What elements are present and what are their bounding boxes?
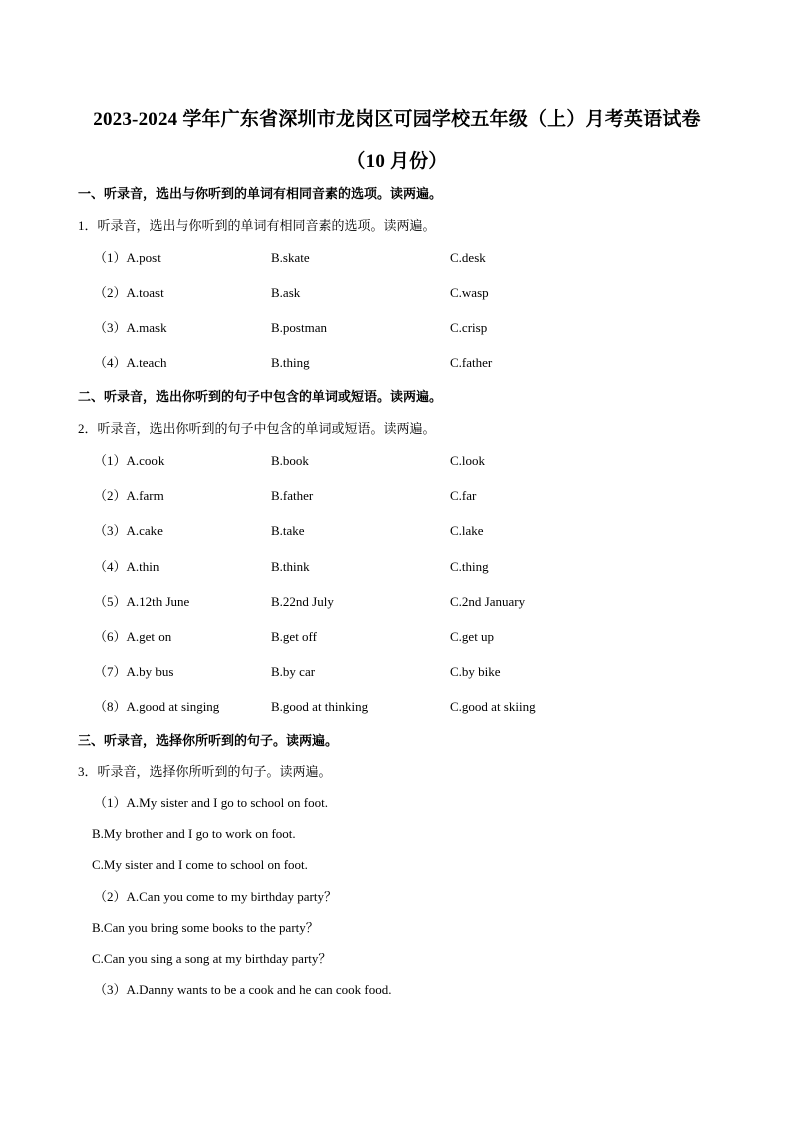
option-b: B.good at thinking (271, 699, 369, 714)
option-b: B.postman (271, 320, 327, 335)
option-b: B.father (271, 488, 314, 503)
option-b: B.get off (271, 629, 317, 644)
option-b: B.ask (271, 285, 301, 300)
question-3: 3．听录音，选择你所听到的句子。读两遍。 (78, 764, 332, 779)
option-c: C.by bike (450, 664, 501, 679)
sentence-option: （3）A.Danny wants to be a cook and he can cook food. (94, 982, 392, 997)
option-a: （5）A.12th June (94, 594, 190, 609)
option-a: （1）A.cook (94, 453, 165, 468)
question-1: 1．听录音，选出与你听到的单词有相同音素的选项。读两遍。 (78, 218, 436, 233)
option-c: C.thing (450, 559, 489, 574)
option-c: C.lake (450, 523, 484, 538)
option-c: C.get up (450, 629, 495, 644)
option-b: B.book (271, 453, 309, 468)
option-b: B.22nd July (271, 594, 334, 609)
option-a: （2）A.farm (94, 488, 164, 503)
option-c: C.2nd January (450, 594, 526, 609)
option-c: C.crisp (450, 320, 488, 335)
sentence-option: B.My brother and I go to work on foot. (92, 826, 296, 841)
option-a: （4）A.teach (94, 355, 167, 370)
page-title-line-2: （10 月份） (346, 151, 448, 172)
sentence-option: C.My sister and I come to school on foot. (92, 857, 308, 872)
option-a: （6）A.get on (94, 629, 172, 644)
option-a: （7）A.by bus (94, 664, 174, 679)
section-1-heading: 一、听录音，选出与你听到的单词有相同音素的选项。读两遍。 (78, 186, 443, 201)
option-a: （2）A.toast (94, 285, 164, 300)
option-b: B.skate (271, 250, 310, 265)
option-c: C.far (450, 488, 477, 503)
question-2: 2．听录音，选出你听到的句子中包含的单词或短语。读两遍。 (78, 421, 436, 436)
sentence-option: （2）A.Can you come to my birthday party？ (94, 889, 337, 904)
option-c: C.good at skiing (450, 699, 536, 714)
sentence-option: C.Can you sing a song at my birthday party？ (92, 951, 332, 966)
option-a: （3）A.mask (94, 320, 167, 335)
option-c: C.desk (450, 250, 486, 265)
option-b: B.take (271, 523, 305, 538)
sentence-option: B.Can you bring some books to the party？ (92, 920, 319, 935)
option-c: C.wasp (450, 285, 489, 300)
option-a: （8）A.good at singing (94, 699, 220, 714)
option-a: （3）A.cake (94, 523, 163, 538)
option-a: （4）A.thin (94, 559, 160, 574)
option-c: C.father (450, 355, 493, 370)
page-title-line-1: 2023-2024 学年广东省深圳市龙岗区可园学校五年级（上）月考英语试卷 (93, 109, 701, 130)
option-b: B.think (271, 559, 310, 574)
option-b: B.thing (271, 355, 310, 370)
section-3-heading: 三、听录音，选择你所听到的句子。读两遍。 (78, 733, 339, 748)
option-c: C.look (450, 453, 486, 468)
option-b: B.by car (271, 664, 316, 679)
section-2-heading: 二、听录音，选出你听到的句子中包含的单词或短语。读两遍。 (78, 389, 443, 404)
sentence-option: （1）A.My sister and I go to school on foot. (94, 795, 328, 810)
option-a: （1）A.post (94, 250, 161, 265)
